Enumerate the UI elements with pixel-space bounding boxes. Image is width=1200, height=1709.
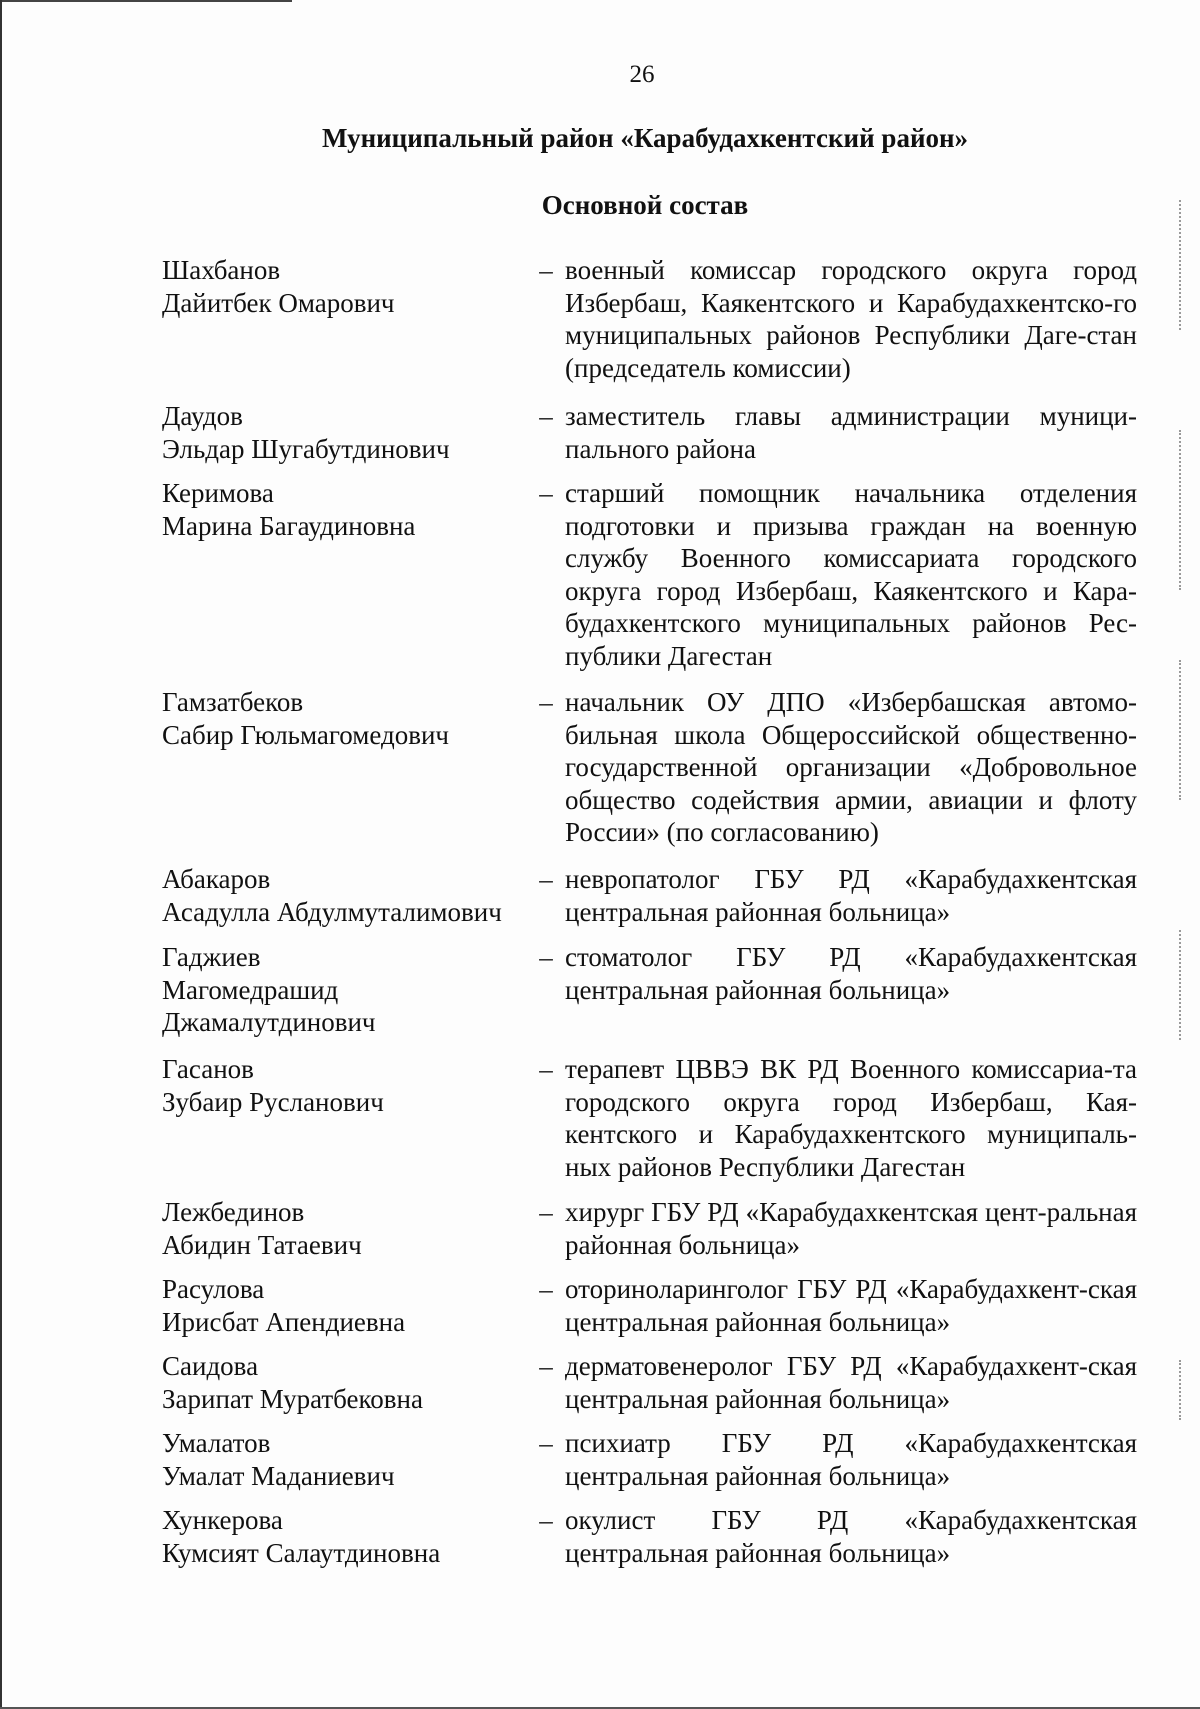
- member-role: окулист ГБУ РД «Карабудахкентская центральная районная больница»: [565, 1505, 1137, 1568]
- dash-separator: –: [539, 401, 553, 431]
- dash-separator: –: [539, 255, 553, 285]
- subsection-title: Основной состав: [541, 190, 749, 220]
- member-name: Керимова Марина Багаудиновна: [162, 478, 416, 541]
- dash-separator: –: [539, 1197, 553, 1227]
- dash-separator: –: [539, 1505, 553, 1535]
- member-name: Гамзатбеков Сабир Гюльмагомедович: [162, 687, 449, 750]
- member-role: военный комиссар городского округа город Избербаш, Каякентского и Карабудахкентско-го муниципальных районов Республики Даге-стан (председатель комиссии): [565, 255, 1137, 383]
- section-title: Муниципальный район «Карабудахкентский район»: [321, 123, 969, 153]
- dash-separator: –: [539, 942, 553, 972]
- member-role: старший помощник начальника отделения подготовки и призыва граждан на военную службу Военного комиссариата городского округа город Избербаш, Каякентского и Кара-будахкентского муниципальных районов Рес-публики Дагестан: [565, 478, 1137, 671]
- dash-separator: –: [539, 864, 553, 894]
- dash-separator: –: [539, 1274, 553, 1304]
- member-name: Лежбединов Абидин Татаевич: [162, 1197, 362, 1260]
- member-role: психиатр ГБУ РД «Карабудахкентская центральная районная больница»: [565, 1428, 1137, 1491]
- member-role: терапевт ЦВВЭ ВК РД Военного комиссариа-та городского округа город Избербаш, Кая-кентского и Карабудахкентского муниципаль-ных районов Республики Дагестан: [565, 1054, 1137, 1182]
- member-role: стоматолог ГБУ РД «Карабудахкентская центральная районная больница»: [565, 942, 1137, 1005]
- member-name: Хункерова Кумсият Салаутдиновна: [162, 1505, 441, 1568]
- dash-separator: –: [539, 687, 553, 717]
- member-name: Саидова Зарипат Муратбековна: [162, 1351, 423, 1414]
- member-name: Даудов Эльдар Шугабутдинович: [162, 401, 450, 464]
- page-number: 26: [629, 61, 655, 88]
- dash-separator: –: [539, 1428, 553, 1458]
- dash-separator: –: [539, 1054, 553, 1084]
- member-name: Гасанов Зубаир Русланович: [162, 1054, 384, 1117]
- member-name: Шахбанов Дайитбек Омарович: [162, 255, 395, 318]
- dash-separator: –: [539, 1351, 553, 1381]
- member-name: Гаджиев Магомедрашид Джамалутдинович: [162, 942, 376, 1037]
- member-role: заместитель главы администрации муници-пального района: [565, 401, 1137, 464]
- member-role: начальник ОУ ДПО «Избербашская автомо-бильная школа Общероссийской общественно-государственной организации «Добровольное общество содействия армии, авиации и флоту России» (по согласованию): [565, 687, 1137, 847]
- dash-separator: –: [539, 478, 553, 508]
- member-name: Умалатов Умалат Маданиевич: [162, 1428, 395, 1491]
- member-role: хирург ГБУ РД «Карабудахкентская цент-ральная районная больница»: [565, 1197, 1137, 1260]
- member-role: дерматовенеролог ГБУ РД «Карабудахкент-ская центральная районная больница»: [565, 1351, 1137, 1414]
- member-name: Расулова Ирисбат Апендиевна: [162, 1274, 406, 1337]
- member-name: Абакаров Асадулла Абдулмуталимович: [162, 864, 502, 927]
- member-role: невропатолог ГБУ РД «Карабудахкентская центральная районная больница»: [565, 864, 1137, 927]
- member-role: оториноларинголог ГБУ РД «Карабудахкент-ская центральная районная больница»: [565, 1274, 1137, 1337]
